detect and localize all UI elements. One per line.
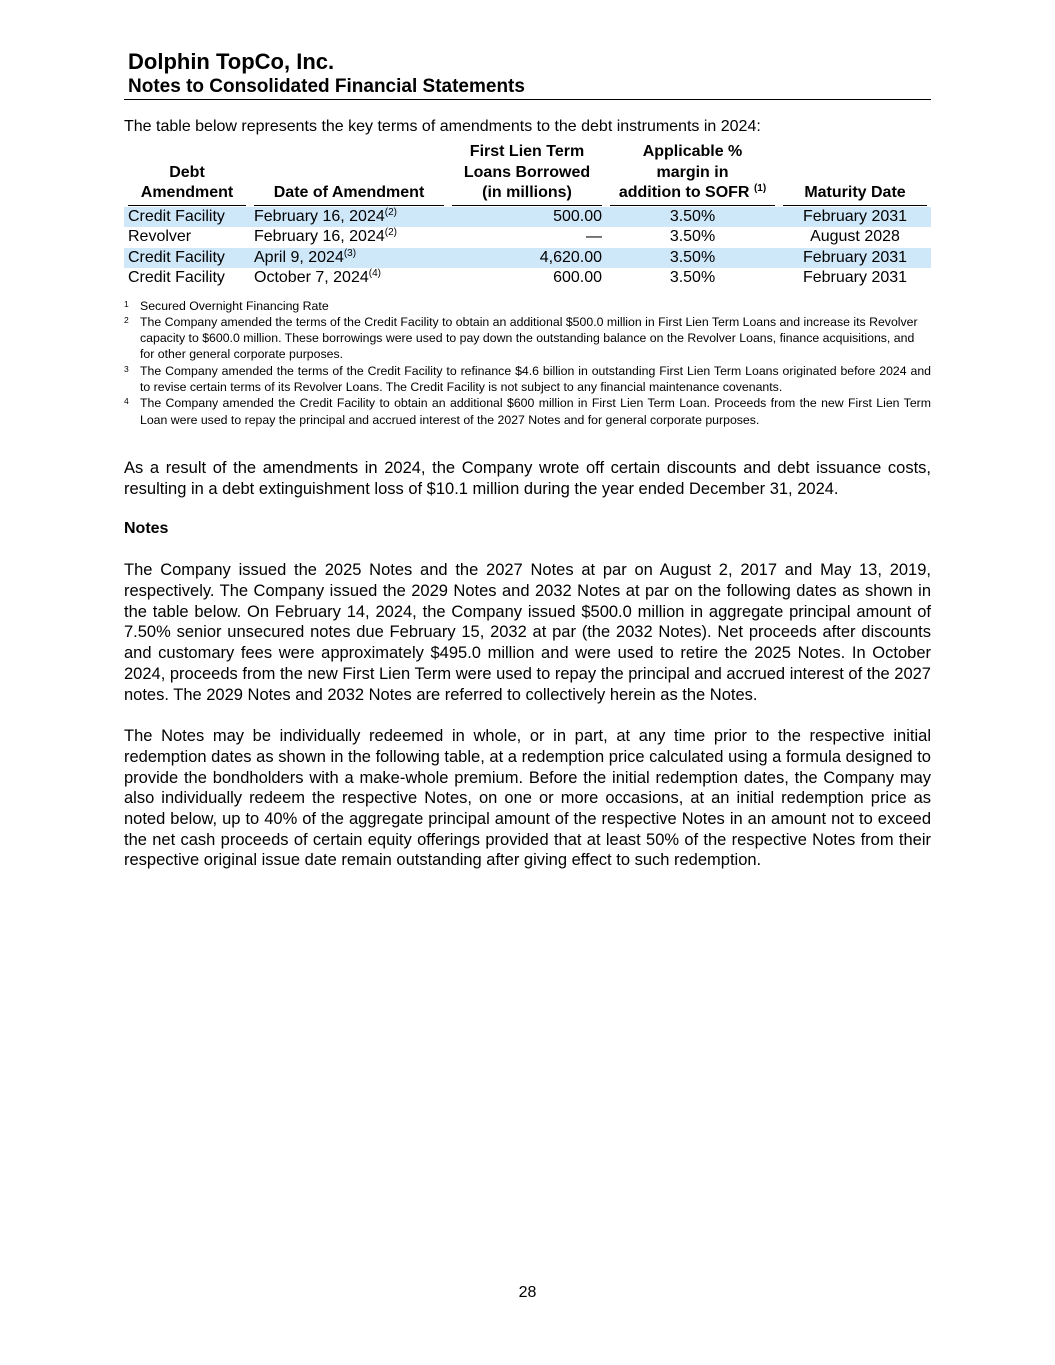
cell-loans: 600.00: [553, 269, 602, 286]
header-date-of-amendment: Date of Amendment: [250, 142, 448, 207]
paragraph-extinguishment-loss: As a result of the amendments in 2024, the Company wrote off certain discounts and debt issuance costs, resulting in a debt extinguishment loss of $10.1 million during the year ended December 31, 2024.: [124, 458, 931, 498]
debt-amendments-table: [124, 142, 931, 289]
cell-margin: 3.50%: [669, 269, 716, 286]
footnote-number: 1: [124, 298, 129, 309]
cell-maturity: February 2031: [779, 207, 931, 228]
footnote-number: 4: [124, 396, 129, 407]
table-row: [124, 227, 931, 248]
cell-date: April 9, 2024$^{(3)}$: [250, 248, 448, 269]
table-row: [124, 207, 931, 228]
header-applicable-margin: Applicable % margin in addition to SOFR $^{(1)}$: [606, 142, 779, 207]
cell-margin: 3.50%: [606, 207, 779, 228]
company-name: Dolphin TopCo, Inc.: [128, 49, 335, 74]
cell-date: February 16, 2024$^{(2)}$: [254, 227, 397, 245]
footnote: [124, 363, 931, 396]
page-title: Notes to Consolidated Financial Statements: [124, 75, 931, 100]
document-page: [124, 48, 931, 871]
cell-maturity: February 2031: [779, 248, 931, 269]
footnote-text: The Company amended the Credit Facility to obtain an additional $600 million in First Lien Term Loan. Proceeds from the new First Lien Term Loan were used to repay the principal and accrued interest of the 2027 Notes and for general corporate purposes.: [140, 396, 931, 427]
table-header-row: [124, 142, 931, 207]
footnotes: [124, 298, 931, 428]
cell-maturity: August 2028: [810, 228, 900, 245]
cell-margin: 3.50%: [606, 248, 779, 269]
table-intro: The table below represents the key terms of amendments to the debt instruments in 2024:: [124, 118, 761, 135]
table-row: [124, 268, 931, 289]
footnote: [124, 395, 931, 428]
footnote-text: The Company amended the terms of the Credit Facility to refinance $4.6 billion in outstanding First Lien Term Loans originated before 2024 and to revise certain terms of its Revolver Loans. The Credit Facility is not subject to any financial maintenance covenants.: [140, 363, 931, 394]
cell-loans: —: [586, 228, 602, 245]
header-loans-borrowed: First Lien Term Loans Borrowed (in millions): [448, 142, 606, 207]
header-debt-amendment: Debt Amendment: [124, 142, 250, 207]
footnote: [124, 314, 931, 363]
section-heading-notes: Notes: [124, 520, 169, 538]
table-row: [124, 248, 931, 269]
footnote-number: 3: [124, 363, 129, 374]
footnote-text: Secured Overnight Financing Rate: [140, 298, 329, 313]
header-maturity-date: Maturity Date: [779, 142, 931, 207]
cell-loans: 500.00: [448, 207, 606, 228]
cell-date: February 16, 2024$^{(2)}$: [250, 207, 448, 228]
paragraph-notes-redemption: The Notes may be individually redeemed in whole, or in part, at any time prior to the respective initial redemption dates as shown in the following table, at a redemption price calculated using a formula designed to provide the bondholders with a make-whole premium. Before the initial redemption dates, the Company may also individually redeem the respective Notes, on one or more occasions, at an initial redemption price as noted below, up to 40% of the aggregate principal amount of the respective Notes in an amount not to exceed the net cash proceeds of certain equity offerings provided that at least 50% of the respective Notes from their respective original issue date remain outstanding after giving effect to such redemption.: [124, 727, 931, 870]
paragraph-notes-issuance: The Company issued the 2025 Notes and the 2027 Notes at par on August 2, 2017 and May 13, 2019, respectively. The Company issued the 2029 Notes and 2032 Notes at par on the following dates as shown in the table below. On February 14, 2024, the Company issued $500.0 million in aggregate principal amount of 7.50% senior unsecured notes due February 15, 2032 at par (the 2032 Notes). Net proceeds after discounts and customary fees were approximately $495.0 million and were used to retire the 2025 Notes. In October 2024, proceeds from the new First Lien Term were used to repay the principal and accrued interest of the 2027 notes. The 2029 Notes and 2032 Notes are referred to collectively herein as the Notes.: [124, 561, 931, 704]
cell-maturity: February 2031: [802, 269, 908, 286]
cell-date: October 7, 2024$^{(4)}$: [254, 268, 381, 286]
page-number: 28: [518, 1284, 537, 1301]
cell-debt: Credit Facility: [128, 269, 225, 286]
cell-debt: Credit Facility: [124, 207, 250, 228]
footnote-number: 2: [124, 314, 129, 325]
cell-margin: 3.50%: [669, 228, 716, 245]
cell-loans: 4,620.00: [448, 248, 606, 269]
cell-debt: Credit Facility: [124, 248, 250, 269]
footnote: [124, 298, 931, 314]
footnote-text: The Company amended the terms of the Credit Facility to obtain an additional $500.0 million in First Lien Term Loans and increase its Revolver capacity to $600.0 million. These borrowings were used to pay down the outstanding balance on the Revolver Loans, finance acquisitions, and for other general corporate purposes.: [140, 314, 918, 362]
cell-debt: Revolver: [128, 228, 192, 245]
